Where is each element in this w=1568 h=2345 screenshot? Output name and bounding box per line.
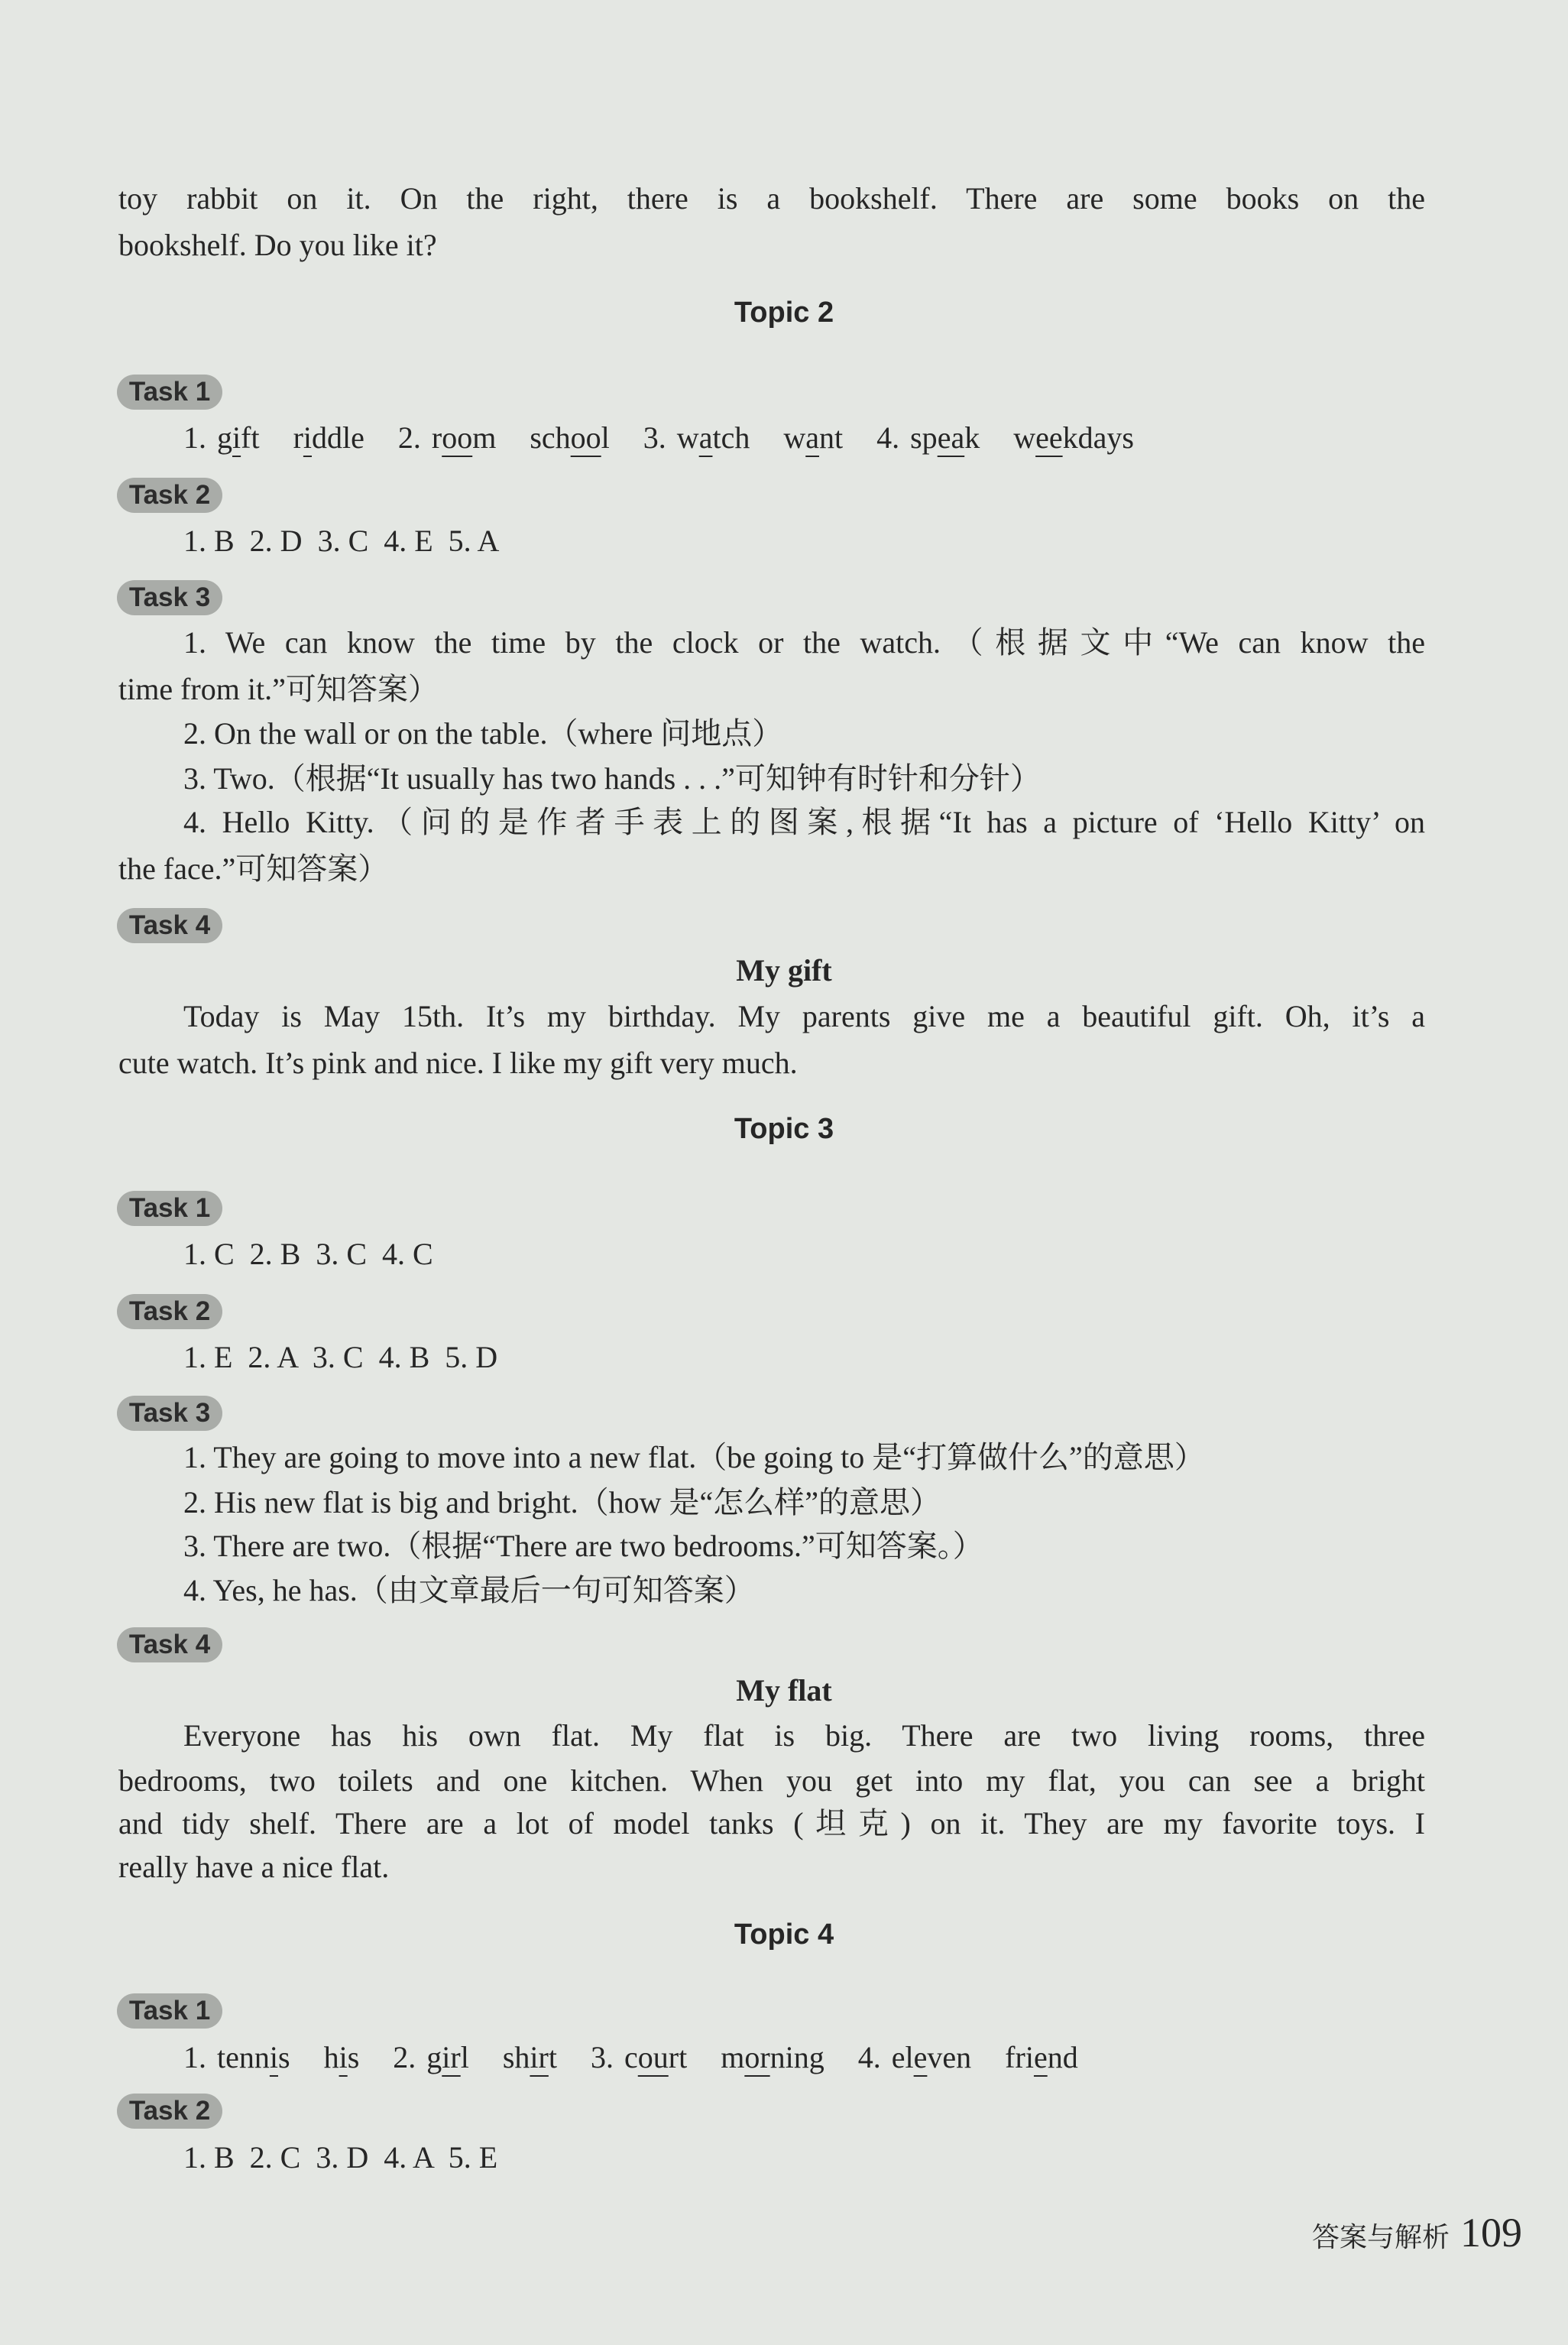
- intro-line: bookshelf. Do you like it?: [118, 228, 437, 262]
- underlined-letters: oo: [570, 420, 601, 455]
- item-number: 4.: [857, 2040, 881, 2074]
- word: weekdays: [1013, 420, 1134, 455]
- task-label: Task 4: [117, 1627, 222, 1662]
- item-number: 2.: [397, 420, 421, 455]
- underlined-letters: a: [805, 420, 819, 455]
- intro-line: toy rabbit on it. On the right, there is a bookshelf. There are some books on the: [118, 181, 1425, 216]
- answer-line: time from it.”可知答案）: [118, 672, 439, 706]
- underlined-letters: a: [698, 420, 713, 455]
- word: friend: [1005, 2040, 1078, 2074]
- item-number: 1.: [183, 420, 206, 455]
- task-label: Task 1: [117, 375, 222, 410]
- underlined-letters: or: [744, 2040, 770, 2074]
- word: school: [530, 420, 610, 455]
- topic-heading: Topic 4: [734, 1918, 834, 1951]
- underlined-letters: i: [269, 2040, 278, 2074]
- task-label: Task 1: [117, 1191, 222, 1226]
- page-footer: [1312, 2209, 1522, 2256]
- footer-section: 答案与解析: [1311, 2222, 1450, 2253]
- essay-line: cute watch. It’s pink and nice. I like my gift very much.: [118, 1046, 798, 1080]
- item-number: 2.: [393, 2040, 416, 2074]
- answer-line: 1. We can know the time by the clock or the watch.（根据文中“We can know the: [183, 625, 1425, 660]
- word: gift: [217, 420, 260, 455]
- essay-title: My flat: [736, 1673, 832, 1708]
- essay-title: My gift: [736, 953, 832, 988]
- essay-line: really have a nice flat.: [118, 1850, 390, 1884]
- underlined-letters: i: [339, 2040, 348, 2074]
- word: his: [323, 2040, 360, 2074]
- word: morning: [721, 2040, 824, 2074]
- answers: 1. B 2. D 3. C 4. E 5. A: [183, 524, 500, 558]
- answer-line: 4. Yes, he has.（由文章最后一句可知答案）: [183, 1573, 755, 1607]
- answers: 1. E 2. A 3. C 4. B 5. D: [183, 1340, 498, 1374]
- underlined-letters: ir: [530, 2040, 549, 2074]
- task-label: Task 2: [117, 1294, 222, 1329]
- word: room: [431, 420, 497, 455]
- task-label: Task 2: [117, 2094, 222, 2129]
- word: speak: [910, 420, 980, 455]
- page-number: 109: [1460, 2210, 1522, 2256]
- task-label: Task 3: [117, 1396, 222, 1431]
- phonics-answers: [183, 417, 1425, 459]
- underlined-letters: i: [303, 420, 313, 455]
- underlined-letters: e: [913, 2040, 928, 2074]
- underlined-letters: e: [1033, 2040, 1048, 2074]
- underlined-letters: oo: [442, 420, 473, 455]
- word: girl: [426, 2040, 469, 2074]
- underlined-letters: ir: [442, 2040, 461, 2074]
- word: shirt: [502, 2040, 557, 2074]
- essay-line: Today is May 15th. It’s my birthday. My parents give me a beautiful gift. Oh, it’s a: [183, 999, 1425, 1033]
- answers: 1. C 2. B 3. C 4. C: [183, 1237, 433, 1271]
- word: riddle: [293, 420, 364, 455]
- underlined-letters: i: [232, 420, 241, 455]
- answer-line: 1. They are going to move into a new flat.（be going to 是“打算做什么”的意思）: [183, 1440, 1205, 1474]
- answer-line: 2. On the wall or on the table.（where 问地点）: [183, 716, 783, 751]
- task-label: Task 3: [117, 580, 222, 615]
- item-number: 3.: [590, 2040, 614, 2074]
- task-label: Task 2: [117, 478, 222, 513]
- answer-line: 4. Hello Kitty.（问的是作者手表上的图案,根据“It has a picture of ‘Hello Kitty’ on: [183, 805, 1425, 839]
- answer-line: the face.”可知答案）: [118, 851, 389, 886]
- phonics-answers: [183, 2036, 1425, 2079]
- word: eleven: [891, 2040, 972, 2074]
- word: want: [783, 420, 844, 455]
- answers: 1. B 2. C 3. D 4. A 5. E: [183, 2140, 498, 2175]
- answer-line: 3. Two.（根据“It usually has two hands . . .”可知钟有时针和分针）: [183, 761, 1041, 796]
- task-label: Task 1: [117, 1993, 222, 2029]
- word: watch: [676, 420, 750, 455]
- item-number: 1.: [183, 2040, 206, 2074]
- answer-line: 3. There are two.（根据“There are two bedrooms.”可知答案。）: [183, 1529, 983, 1563]
- task-label: Task 4: [117, 908, 222, 943]
- topic-heading: Topic 3: [734, 1113, 834, 1145]
- word: court: [624, 2040, 688, 2074]
- essay-line: and tidy shelf. There are a lot of model tanks (坦克) on it. They are my favorite toys. I: [118, 1806, 1425, 1841]
- essay-line: Everyone has his own flat. My flat is big. There are two living rooms, three: [183, 1718, 1425, 1753]
- topic-heading: Topic 2: [734, 297, 834, 329]
- underlined-letters: ee: [1035, 420, 1063, 455]
- underlined-letters: ou: [637, 2040, 669, 2074]
- item-number: 4.: [876, 420, 900, 455]
- essay-line: bedrooms, two toilets and one kitchen. When you get into my flat, you can see a bright: [118, 1763, 1425, 1798]
- item-number: 3.: [643, 420, 666, 455]
- underlined-letters: ea: [937, 420, 965, 455]
- word: tennis: [217, 2040, 290, 2074]
- answer-line: 2. His new flat is big and bright.（how 是“怎么样”的意思）: [183, 1485, 941, 1520]
